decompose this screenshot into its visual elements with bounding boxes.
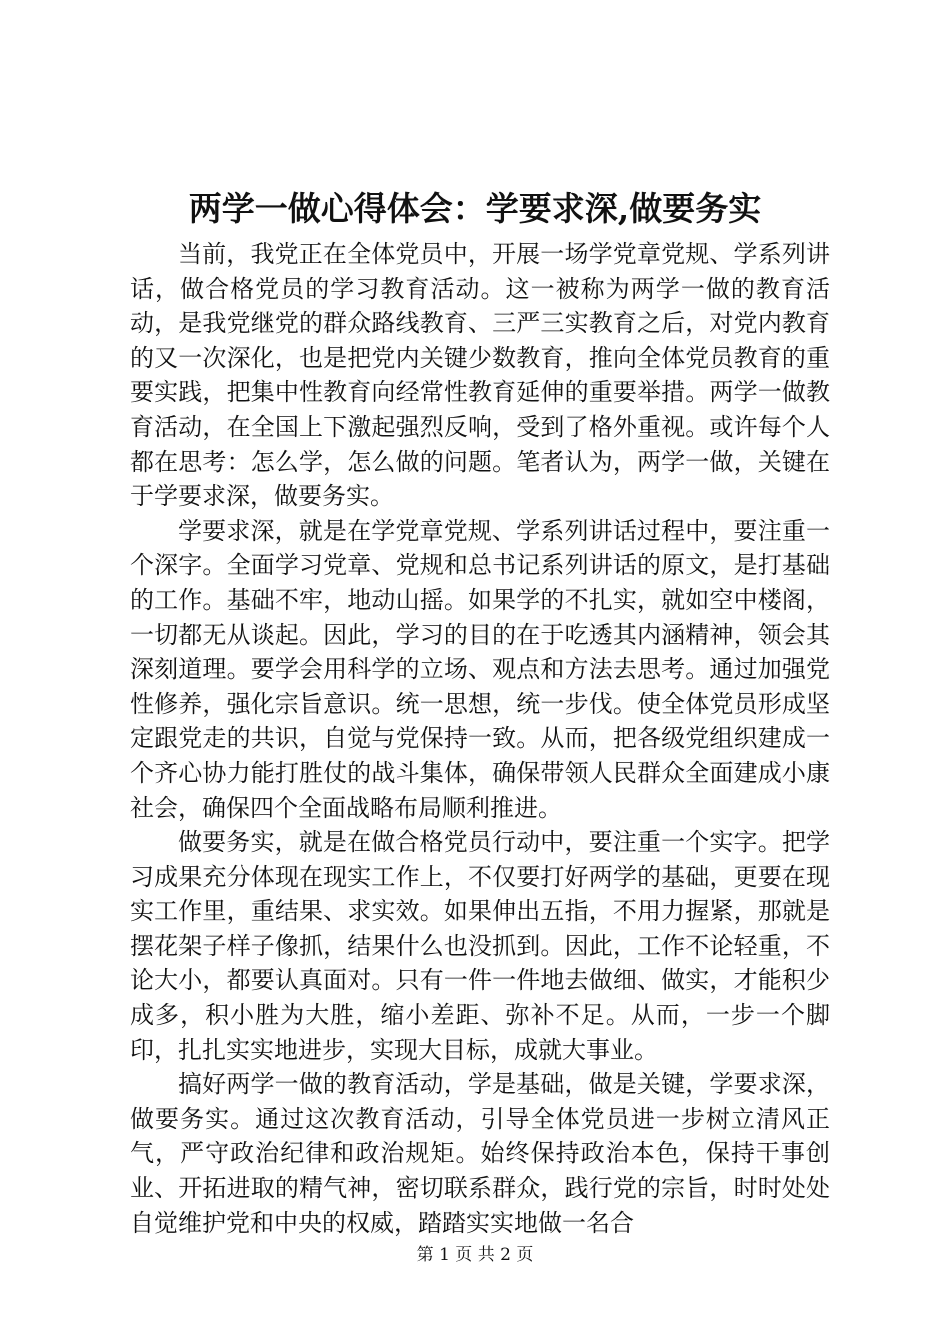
page-footer: 第 1 页 共 2 页 xyxy=(416,1245,534,1265)
document-body xyxy=(130,237,830,1240)
paragraph-1: 当前，我党正在全体党员中，开展一场学党章党规、学系列讲话，做合格党员的学习教育活动。这一被称为两学一做的教育活动，是我党继党的群众路线教育、三严三实教育之后，对党内教育的又一次深化，也是把党内关键少数教育，推向全体党员教育的重要实践，把集中性教育向经常性教育延伸的重要举措。两学一做教育活动，在全国上下激起强烈反响，受到了格外重视。或许每个人都在思考：怎么学，怎么做的问题。笔者认为，两学一做，关键在于学要求深，做要务实。 xyxy=(130,240,830,511)
paragraph-2: 学要求深，就是在学党章党规、学系列讲话过程中，要注重一个深字。全面学习党章、党规和总书记系列讲话的原文，是打基础的工作。基础不牢，地动山摇。如果学的不扎实，就如空中楼阁，一切都无从谈起。因此，学习的目的在于吃透其内涵精神，领会其深刻道理。要学会用科学的立场、观点和方法去思考。通过加强党性修养，强化宗旨意识。统一思想，统一步伐。使全体党员形成坚定跟党走的共识，自觉与党保持一致。从而，把各级党组织建成一个齐心协力能打胜仗的战斗集体，确保带领人民群众全面建成小康社会，确保四个全面战略布局顺利推进。 xyxy=(130,516,830,822)
document-title: 两学一做心得体会：学要求深,做要务实 xyxy=(188,189,762,228)
paragraph-3: 做要务实，就是在做合格党员行动中，要注重一个实字。把学习成果充分体现在现实工作上，不仅要打好两学的基础，更要在现实工作里，重结果、求实效。如果伸出五指，不用力握紧，那就是摆花架子样子像抓，结果什么也没抓到。因此，工作不论轻重，不论大小，都要认真面对。只有一件一件地去做细、做实，才能积少成多，积小胜为大胜，缩小差距、弥补不足。从而，一步一个脚印，扎扎实实地进步，实现大目标，成就大事业。 xyxy=(130,828,830,1064)
paragraph-4: 搞好两学一做的教育活动，学是基础，做是关键，学要求深，做要务实。通过这次教育活动，引导全体党员进一步树立清风正气，严守政治纪律和政治规矩。始终保持政治本色，保持干事创业、开拓进取的精气神，密切联系群众，践行党的宗旨，时时处处自觉维护党和中央的权威，踏踏实实地做一名合 xyxy=(130,1070,830,1237)
